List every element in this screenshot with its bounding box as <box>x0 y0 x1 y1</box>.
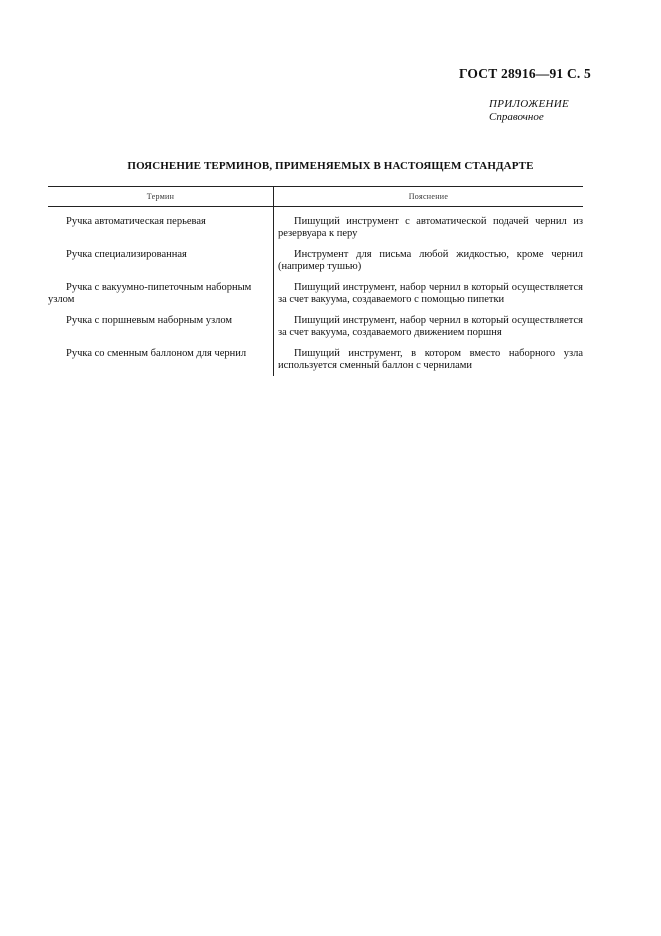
column-header-explanation: Пояснение <box>274 187 584 207</box>
term-cell: Ручка автоматическая перьевая <box>48 207 274 250</box>
standard-number: ГОСТ 28916—91 С. 5 <box>458 66 591 81</box>
table-row <box>48 315 583 348</box>
table-row <box>48 249 583 282</box>
term-cell: Ручка специализированная <box>48 249 274 282</box>
column-header-term: Термин <box>48 187 274 207</box>
appendix-label: ПРИЛОЖЕНИЕ <box>489 98 569 110</box>
appendix-block <box>489 98 569 124</box>
table-header-row <box>48 187 583 207</box>
document-title: ПОЯСНЕНИЕ ТЕРМИНОВ, ПРИМЕНЯЕМЫХ В НАСТОЯЩЕМ СТАНДАРТЕ <box>127 160 534 172</box>
table-row <box>48 348 583 376</box>
appendix-type: Справочное <box>489 111 544 123</box>
table-row <box>48 282 583 315</box>
term-cell: Ручка со сменным баллоном для чернил <box>48 348 274 376</box>
terms-table <box>48 186 583 376</box>
explanation-cell: Пишущий инструмент с автоматической подачей чернил из резервуара к перу <box>278 216 583 239</box>
explanation-cell: Пишущий инструмент, в котором вместо наборного узла используется сменный баллон с чернилами <box>278 348 583 371</box>
explanation-cell: Инструмент для письма любой жидкостью, кроме чернил (например тушью) <box>278 249 583 272</box>
explanation-cell: Пишущий инструмент, набор чернил в который осуществляется за счет вакуума, создаваемого движением поршня <box>278 315 583 338</box>
page-header <box>459 66 591 82</box>
term-cell: Ручка с поршневым наборным узлом <box>48 315 274 348</box>
term-cell: Ручка с вакуумно-пипеточным наборным узлом <box>48 282 274 315</box>
table-row <box>48 207 583 250</box>
explanation-cell: Пишущий инструмент, набор чернил в который осуществляется за счет вакуума, создаваемого с помощью пипетки <box>278 282 583 305</box>
